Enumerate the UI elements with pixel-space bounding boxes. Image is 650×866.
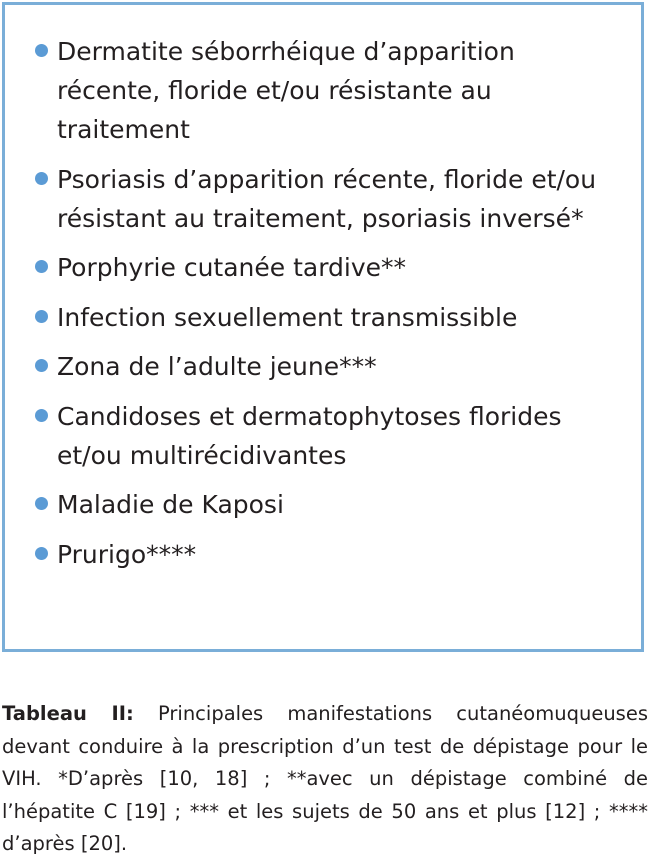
list-item-label: Prurigo**** [57, 539, 197, 569]
table-box [2, 2, 644, 652]
caption-text: Principales manifestations cutanéomuqueuses devant conduire à la prescription d’un test de dépistage pour le VIH. *D’après [10, 18] ; **avec un dépistage combiné de l’hépatite C [19] ; *** et les sujets de 50 ans et plus [12] ; **** d’après [20]. [2, 702, 648, 855]
list-item [5, 298, 645, 337]
bullet-dot-icon [35, 44, 48, 57]
list-item-label: Candidoses et dermatophytoses florides et/ou multirécidivantes [57, 401, 562, 470]
bullet-dot-icon [35, 497, 48, 510]
bullet-dot-icon [35, 310, 48, 323]
bullet-dot-icon [35, 547, 48, 560]
bullet-dot-icon [35, 260, 48, 273]
list-item-label: Psoriasis d’apparition récente, floride et/ou résistant au traitement, psoriasis inversé* [57, 164, 597, 233]
list-item-label: Zona de l’adulte jeune*** [57, 352, 377, 381]
list-item [5, 485, 645, 524]
bullet-dot-icon [35, 409, 48, 422]
caption-label: Tableau II: [2, 702, 134, 725]
list-item-label: Infection sexuellement transmissible [57, 302, 518, 332]
list-item-label: Maladie de Kaposi [57, 490, 284, 519]
list-item [5, 397, 645, 475]
list-item [5, 248, 645, 287]
list-item [5, 160, 645, 238]
list-item-label: Porphyrie cutanée tardive** [57, 253, 407, 282]
bullet-dot-icon [35, 359, 48, 372]
manifestations-list [5, 32, 645, 584]
list-item [5, 535, 645, 574]
table-caption [2, 698, 648, 861]
bullet-dot-icon [35, 172, 48, 185]
list-item [5, 347, 645, 386]
list-item [5, 32, 645, 149]
list-item-label: Dermatite séborrhéique d’apparition récente, floride et/ou résistante au traitement [57, 37, 515, 144]
